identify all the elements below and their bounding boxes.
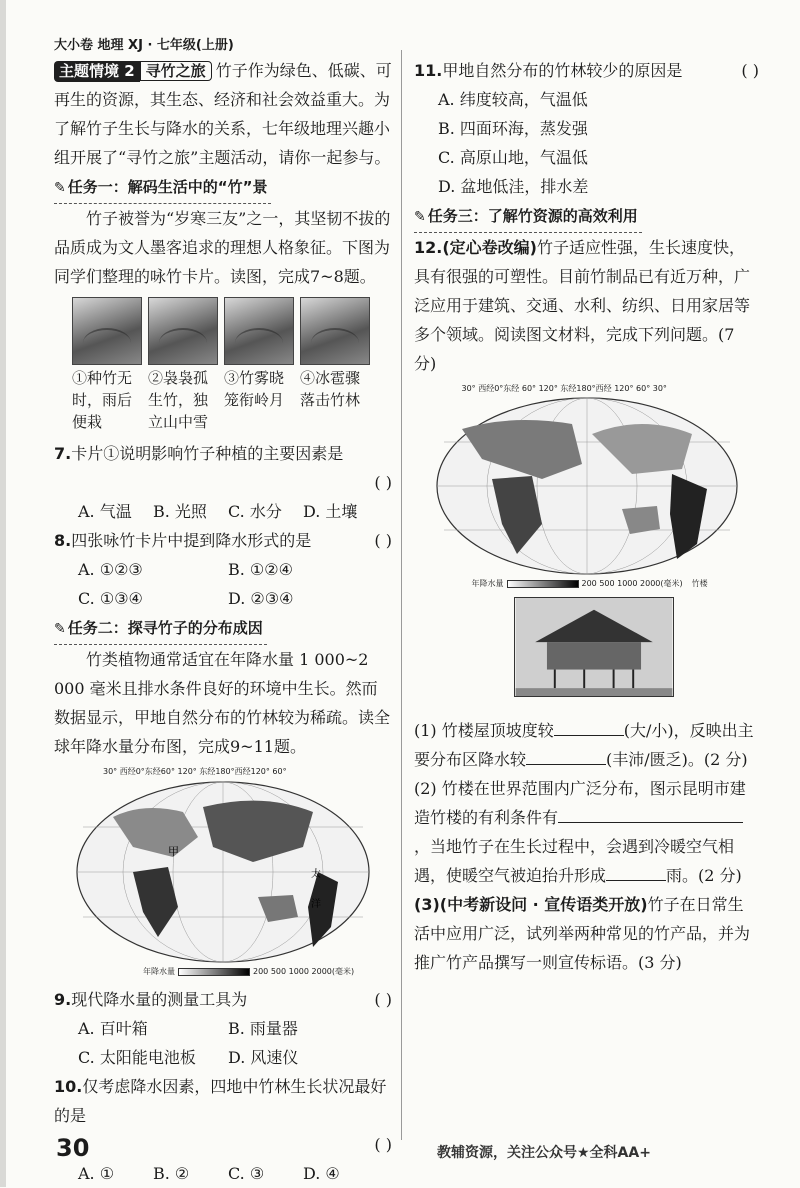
answer-blank[interactable] bbox=[554, 735, 624, 736]
poem-card-captions bbox=[72, 367, 392, 433]
question-12: 12.(定心卷改编)竹子适应性强，生长速度快，具有很强的可塑性。目前竹制品已有近万种，广泛应用于建筑、交通、水利、纺织、日用家居等多个领域。阅读图文材料，完成下列问题。(7 分) bbox=[414, 238, 751, 373]
map2-legend: 年降水量 200 500 1000 2000(毫米) 竹楼 bbox=[471, 579, 708, 588]
q7-answer-paren: ( ) bbox=[374, 473, 392, 492]
q12-sub3: (3)(中考新设问 · 宣传语类开放)竹子在日常生活中应用广泛，试列举两种常见的竹产品，并为推广竹产品撰写一则宣传标语。(3 分) bbox=[414, 895, 751, 972]
legend-gradient-bar bbox=[507, 580, 579, 588]
column-divider bbox=[401, 50, 402, 1140]
right-column bbox=[414, 56, 759, 977]
option[interactable]: A. 气温 bbox=[78, 502, 132, 521]
question-11: 11.甲地自然分布的竹林较少的原因是 ( ) bbox=[414, 61, 759, 80]
option[interactable]: C. ③ bbox=[228, 1164, 265, 1183]
card-photo-4 bbox=[300, 297, 370, 365]
footer-ad: 教辅资源，关注公众号★全科AA+ bbox=[437, 1145, 651, 1161]
option[interactable]: C. 太阳能电池板 bbox=[78, 1048, 196, 1067]
theme-intro-text: 竹子作为绿色、低碳、可再生的资源，其生态、经济和社会效益重大。为了解竹子生长与降水的关系，七年级地理兴趣小组开展了“寻竹之旅”主题活动，请你一起参与。 bbox=[54, 61, 392, 167]
card-photo-3 bbox=[224, 297, 294, 365]
map1-label-yang: 洋 bbox=[311, 899, 321, 910]
option[interactable]: A. ① bbox=[78, 1164, 115, 1183]
option[interactable]: D. 盆地低洼，排水差 bbox=[438, 177, 589, 196]
map1-legend: 年降水量 200 500 1000 2000(毫米) bbox=[143, 967, 355, 976]
card-photo-2 bbox=[148, 297, 218, 365]
option[interactable]: B. 四面环海，蒸发强 bbox=[438, 119, 588, 138]
q10-answer-paren: ( ) bbox=[374, 1135, 392, 1154]
pen-icon: ✎ bbox=[54, 621, 66, 637]
question-8: 8.四张咏竹卡片中提到降水形式的是 ( ) bbox=[54, 531, 392, 550]
option[interactable]: D. ④ bbox=[303, 1164, 340, 1183]
q7-options bbox=[54, 497, 392, 526]
page-header: 大小卷 地理 XJ · 七年级(上册) bbox=[54, 38, 234, 53]
theme-title: 寻竹之旅 bbox=[140, 61, 212, 81]
option[interactable]: B. ② bbox=[153, 1164, 190, 1183]
theme-badge: 主题情境 2 bbox=[54, 61, 140, 82]
option[interactable]: A. ①②③ bbox=[78, 560, 143, 579]
q10-options bbox=[54, 1159, 392, 1188]
option[interactable]: B. ①②④ bbox=[228, 560, 293, 579]
poem-card-photos bbox=[72, 297, 392, 365]
task2-title: ✎ 任务二：探寻竹子的分布成因 bbox=[54, 613, 267, 645]
legend-gradient-bar bbox=[178, 968, 250, 976]
option[interactable]: C. 水分 bbox=[228, 502, 282, 521]
pen-icon: ✎ bbox=[54, 180, 66, 196]
option[interactable]: A. 纬度较高，气温低 bbox=[438, 90, 588, 109]
option[interactable]: D. 土壤 bbox=[303, 502, 358, 521]
card-caption: ③竹雾晓笼衔岭月 bbox=[224, 369, 285, 409]
world-precipitation-map-2 bbox=[432, 384, 742, 589]
card-caption: ①种竹无时，雨后便栽 bbox=[72, 369, 133, 431]
map1-label-jia: 甲 bbox=[168, 845, 179, 858]
pen-icon: ✎ bbox=[414, 209, 426, 225]
task2-text: 竹类植物通常适宜在年降水量 1 000~2 000 毫米且排水条件良好的环境中生长。然而数据显示，甲地自然分布的竹林较为稀疏。读全球年降水量分布图，完成9~11题。 bbox=[54, 650, 391, 756]
map1-graphic bbox=[73, 777, 373, 967]
q8-options bbox=[54, 555, 392, 613]
map2-graphic bbox=[432, 394, 742, 579]
map2-top-labels: 30° 西经0°东经 60° 120° 东经180°西经 120° 60° 30° bbox=[461, 384, 667, 393]
world-precipitation-map-1 bbox=[73, 767, 373, 977]
answer-blank[interactable] bbox=[653, 822, 743, 823]
task1-text: 竹子被誉为“岁寒三友”之一，其坚韧不拔的品质成为文人墨客追求的理想人格象征。下图为同学们整理的咏竹卡片。读图，完成7~8题。 bbox=[54, 209, 391, 286]
question-9: 9.现代降水量的测量工具为 ( ) bbox=[54, 990, 392, 1009]
q9-options bbox=[54, 1014, 392, 1072]
answer-blank[interactable] bbox=[606, 880, 666, 881]
option[interactable]: D. ②③④ bbox=[228, 589, 294, 608]
question-10: 10.仅考虑降水因素，四地中竹林生长状况最好的是 bbox=[54, 1077, 387, 1125]
answer-blank[interactable] bbox=[526, 764, 606, 765]
q12-sub1: (1) 竹楼屋顶坡度较 (大/小)，反映出主要分布区降水较 (丰沛/匮乏)。(2 分) bbox=[414, 721, 754, 769]
map1-label-tai: 太 bbox=[311, 869, 321, 880]
option[interactable]: C. ①③④ bbox=[78, 589, 143, 608]
card-photo-1 bbox=[72, 297, 142, 365]
q12-sub2: (2) 竹楼在世界范围内广泛分布，图示昆明市建造竹楼的有利条件有，当地竹子在生长过程中，会遇到冷暖空气相遇，使暖空气被迫抬升形成 雨。(2 分) bbox=[414, 779, 746, 885]
map1-top-labels: 30° 西经0°东经60° 120° 东经180°西经120° 60° bbox=[103, 767, 287, 776]
task3-title: ✎ 任务三：了解竹资源的高效利用 bbox=[414, 201, 642, 233]
option[interactable]: B. 雨量器 bbox=[228, 1019, 298, 1038]
task1-title: ✎ 任务一：解码生活中的“竹”景 bbox=[54, 172, 271, 204]
option[interactable]: C. 高原山地，气温低 bbox=[438, 148, 588, 167]
option[interactable]: A. 百叶箱 bbox=[78, 1019, 148, 1038]
page-number: 30 bbox=[56, 1134, 90, 1162]
bamboo-house-photo bbox=[514, 597, 674, 697]
answer-blank[interactable] bbox=[558, 822, 653, 823]
theme-intro bbox=[54, 56, 392, 172]
q11-options bbox=[414, 85, 759, 201]
bamboo-house-legend: 竹楼 bbox=[691, 579, 708, 588]
question-7: 7.卡片①说明影响竹子种植的主要因素是 bbox=[54, 444, 344, 463]
option[interactable]: B. 光照 bbox=[153, 502, 207, 521]
option[interactable]: D. 风速仪 bbox=[228, 1048, 299, 1067]
card-caption: ②袅袅孤生竹，独立山中雪 bbox=[148, 369, 209, 431]
card-caption: ④冰雹骤落击竹林 bbox=[300, 369, 361, 409]
left-column bbox=[54, 56, 392, 1188]
